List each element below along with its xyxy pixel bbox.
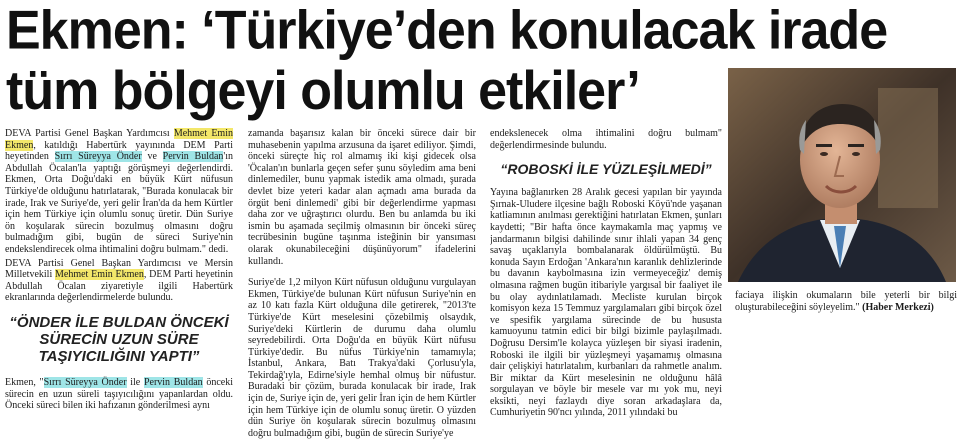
paragraph xyxy=(5,377,233,412)
text-run: önceki sürecin en uzun süreli taşıyıcılığını yapanlardan oldu. Önceki süreci bilen iki hafızanın gönderilmesi aynı xyxy=(5,376,233,412)
paragraph xyxy=(5,128,233,256)
paragraph xyxy=(5,258,233,304)
byline: (Haber Merkezi) xyxy=(862,301,934,313)
article-column-4 xyxy=(735,290,957,330)
article-column-2 xyxy=(248,128,476,440)
highlighted-name: Mehmet Emin Ekmen xyxy=(5,128,233,151)
highlighted-name: Mehmet Emin Ekmen xyxy=(55,269,144,281)
subheading: “ROBOSKİ İLE YÜZLEŞİLMEDİ” xyxy=(500,161,712,178)
text-run: ve xyxy=(141,151,163,163)
paragraph: endekslenecek olma ihtimalini doğru bulmam" değerlendirmesinde bulundu. xyxy=(490,128,722,151)
text-run: Ekmen, " xyxy=(5,376,44,388)
article-column-3 xyxy=(490,128,722,440)
headline-line-1: Ekmen: ‘Türkiye’den konulacak irade xyxy=(6,0,888,61)
highlighted-name: Sırrı Süreyya Önder xyxy=(43,376,127,388)
text-run: , katıldığı Habertürk yayınında DEM Parti heyetinden xyxy=(5,139,233,163)
text-run: , DEM Parti heyetinin Abdullah Öcalan ziyaretiyle ilgili Habertürk ekranlarında değerlendirmelerde bulundu. xyxy=(5,269,233,304)
text-run: 'ın Abdullah Öcalan'la yaptığı görüşmeyi değerlendirdi. Ekmen, Orta Doğu'daki en büyük Kürt nüfusun Türkiye'de olduğunu hatırlatarak, "Burada konulacak bir irade, Irak ve Suriye'de, yeri gelir İran'da da hem Kürtler için hem Türkiye için olumlu sonuç üretir. Dün Suriye ön koşularak sürecin bozulmuş olmasını doğru bulmadığım gibi, bugün de süreci Suriye'nin endekslendirecek olma ihtimalini doğru bulmam." dedi. xyxy=(5,151,233,255)
highlighted-name: Pervin Buldan xyxy=(162,151,224,163)
headline-line-2: tüm bölgeyi olumlu etkiler’ xyxy=(6,60,640,122)
paragraph: Yayına bağlanırken 28 Aralık gecesi yapılan bir yayında Şırnak-Uludere ilçesine bağlı Roboski Köyü'nde yaşanan katliamının anılması gerektiğini hatırlatan Ekmen, şunları kaydetti; "Bir hafta önce kaymakamla maç yapmış ve jandarmanın bilgisi dahilinde sınır ihlali yapan 34 genç savaş uçaklarıyla bombalanarak öldürülmüştü. Bu konuda Sayın Erdoğan 'Ankara'nın karanlık dehlizlerinde bu davanın kaybolmasına izin vermeyeceğiz' demiş olmasına rağmen bugün itibariyle yargısal bir faaliyet ile bu olay aydınlatılamadı. Mecliste kurulan birçok komisyon keza 15 Temmuz yargılamaları gibi birçok özel ve spesifik yargılama sürecinde de bu hususta kamuoyunu tatmin edici bir bilgi bizimle paylaşılmadı. Doğrusu Dersim'le kolayca yüzleşen bir siyasi iradenin, Roboski ile ilgili bir yüzleşmeyi yaşamamış olmasına dair çelişkiyi hatırlatalım, kurbanları da rahmetle analım. Bir miktar da Kürt meselesinin ne olduğunu hâlâ sorgulayan ve böyle bir mesele var mı yok mu, neyi eksikti, neyi fazlaydı diye soran arkadaşlara da, Cumhuriyetin 90'ncı yılında, 2011 yılındaki bu xyxy=(490,187,722,419)
highlighted-name: Pervin Buldan xyxy=(143,376,203,388)
text-run: ile xyxy=(126,376,144,388)
article-column-1 xyxy=(5,128,233,440)
paragraph xyxy=(735,290,957,313)
portrait-photo xyxy=(728,68,956,282)
paragraph: Suriye'de 1,2 milyon Kürt nüfusun olduğunu vurgulayan Ekmen, Türkiye'de bulunan Kürt nüfusun Suriye'nin en az 10 katı fazla Kürt olduğuna dile getirerek, "2013'te Türkiye'de Kürt meselesini çözebilmiş olsaydık, Suriye'deki Kürtlerin de durumu daha olumlu seyredebilirdi. Orta Doğu'da en büyük Kürt nüfusu Türkiye'dedir. Bu nüfus Türkiye'nin tamamıyla; İstanbul, Ankara, Batı Trakya'daki Çorlusu'yla, Tekirdağ'ıyla, Edirne'siyle hemhal olmuş bir nüfustur. Buradaki bir çözüm, burada konulacak bir irade, Irak için de, Suriye için de, yeri gelir İran için de hem Kürtler için hem Türkiye için de olumlu sonuç üretir. O yüzden dün Suriye ön koşularak sürecin bozulmuş olmasını doğru bulmadığım gibi, bugün de sürecin Suriye'ye xyxy=(248,277,476,439)
portrait-image xyxy=(728,68,956,282)
closing-text: faciaya ilişkin okumaların bile yeterli bir bilgi oluşturabileceğini söyleyelim." xyxy=(735,290,957,313)
highlighted-name: Sırrı Süreyya Önder xyxy=(54,151,142,163)
pull-quote: “ÖNDER İLE BULDAN ÖNCEKİ SÜRECİN UZUN SÜRE TAŞIYICILIĞINI YAPTI” xyxy=(9,313,229,365)
paragraph: zamanda başarısız kalan bir önceki sürece dair bir muhasebenin yapılma arzusuna da işaret ediliyor. Şimdi, önceki süreçte hiç rol almamış iki kişi gidecek olsa 'Öcalan'ın bunlarla geçen sefer şunu söyledim ama beni dinlemediler, bunu yapmak istedik ama olmadı, şurada devlet bize yeteri kadar alan açmadı ama burada da örgüt beni dinlemedi' gibi bir değerlendirme yapması daha zor ve uğraştırıcı olurdu. Ben bu anlamda bu iki ismin bu aşamada seçilmiş olmasının bir önceki süreç tecrübesinin bugüne taşınma isteğinin bir yansıması olarak okunabileceğini düşünüyorum" ifadelerini kullandı. xyxy=(248,128,476,267)
text-run: DEVA Partisi Genel Başkan Yardımcısı xyxy=(5,128,174,139)
text-run: DEVA Partisi Genel Başkan Yardımcısı ve Mersin Milletvekili xyxy=(5,257,233,281)
